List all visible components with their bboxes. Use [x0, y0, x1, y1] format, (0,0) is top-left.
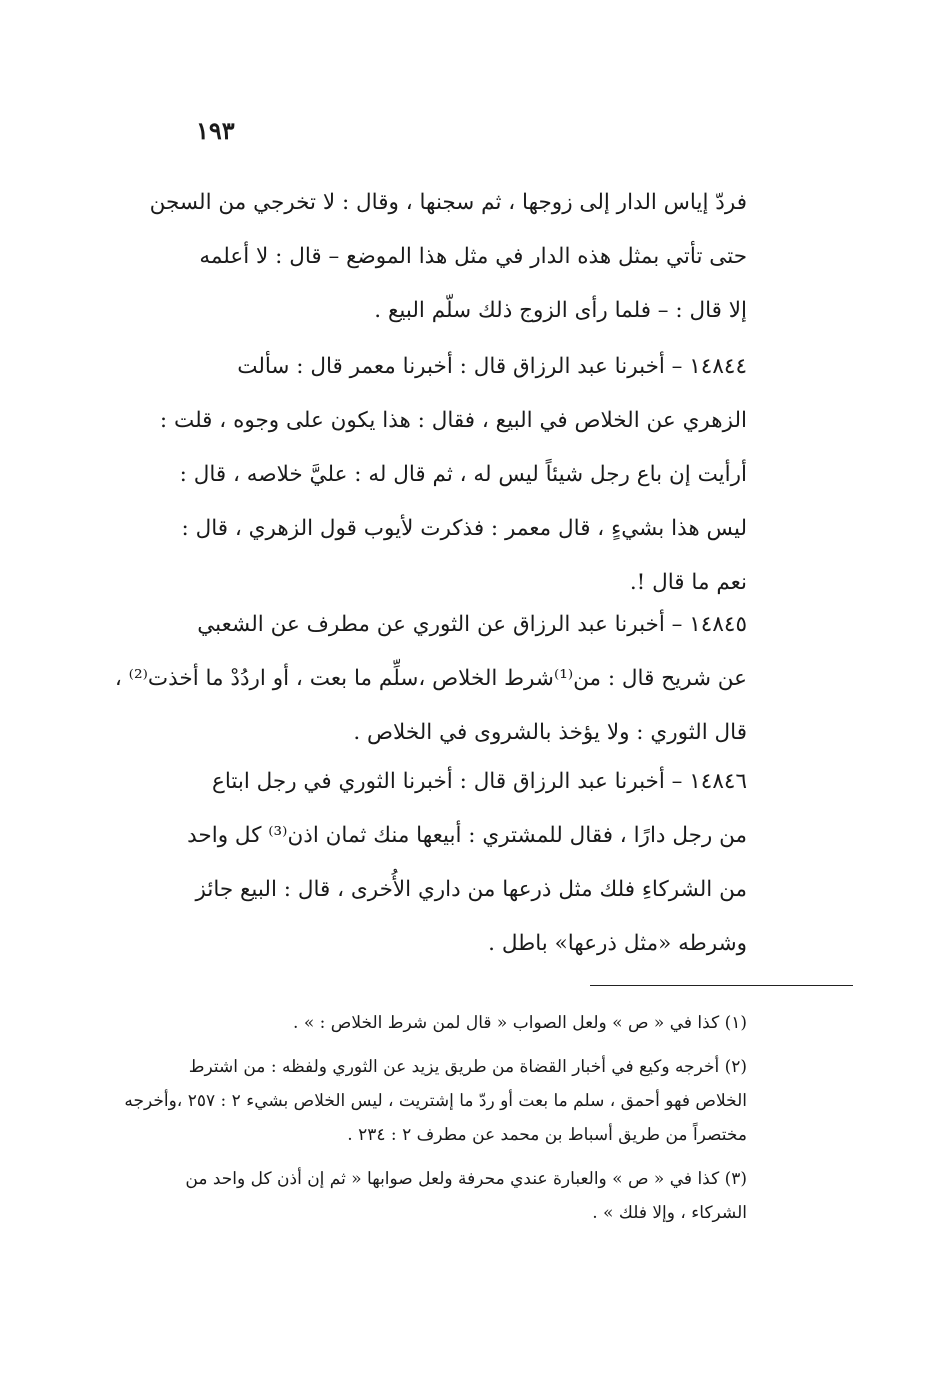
paragraph-14844 [159, 340, 747, 610]
footnote-line: الشركاء ، وإلا فلك » . [592, 1203, 747, 1223]
footnote-divider [590, 985, 853, 986]
footnote-line: (١) كذا في « ص » ولعل الصواب « قال لمن شرط الخلاص : » . [293, 1013, 747, 1033]
footnotes [124, 1006, 747, 1240]
footnote-line: مختصراً من طريق أسباط بن محمد عن مطرف ٢ : ٢٣٤ . [347, 1125, 747, 1145]
footnote-2 [124, 1050, 747, 1152]
text-line: الزهري عن الخلاص في البيع ، فقال : هذا يكون على وجوه ، قلت : [159, 408, 747, 433]
text-line: ١٤٨٤٤ – أخبرنا عبد الرزاق قال : أخبرنا معمر قال : سألت [237, 354, 747, 379]
text-line: من رجل دارًا ، فقال للمشتري : أبيعها منك ثمان اذن⁽³⁾ كل واحد [187, 823, 747, 848]
text-line: ١٤٨٤٦ – أخبرنا عبد الرزاق قال : أخبرنا الثوري في رجل ابتاع [211, 769, 747, 794]
footnote-line: (٣) كذا في « ص » والعبارة عندي محرفة ولعل صوابها « ثم إن أذن كل واحد من [185, 1169, 747, 1189]
text-line: ليس هذا بشيءٍ ، قال معمر : فذكرت لأيوب قول الزهري ، قال : [181, 516, 747, 541]
text-line: فردّ إياس الدار إلى زوجها ، ثم سجنها ، وقال : لا تخرجي من السجن [149, 190, 747, 215]
page-number: ١٩٣ [196, 116, 235, 145]
paragraph-14846 [187, 755, 747, 971]
text-line: وشرطه «مثل ذرعها» باطل . [488, 931, 747, 956]
text-line: إلا قال : – فلما رأى الزوج ذلك سلّم البيع . [374, 298, 747, 323]
text-line: نعم ما قال !. [629, 570, 747, 595]
footnote-line: الخلاص فهو أحمق ، سلم ما بعت أو ردّ ما إشتريت ، ليس الخلاص بشيء ٢ : ٢٥٧ ،وأخرجه [124, 1091, 747, 1111]
footnote-line: (٢) أخرجه وكيع في أخبار القضاة من طريق يزيد عن الثوري ولفظه : من اشترط [188, 1057, 747, 1077]
paragraph-14845 [114, 598, 747, 760]
footnote-1 [192, 1006, 747, 1040]
text-line: حتى تأتي بمثل هذه الدار في مثل هذا الموضع – قال : لا أعلمه [199, 244, 747, 269]
text-line: من الشركاءِ فلك مثل ذرعها من داري الأُخرى ، قال : البيع جائز [195, 877, 747, 902]
text-line: قال الثوري : ولا يؤخذ بالشروى في الخلاص . [353, 720, 747, 745]
text-line: ١٤٨٤٥ – أخبرنا عبد الرزاق عن الثوري عن مطرف عن الشعبي [197, 612, 747, 637]
footnote-3 [185, 1162, 747, 1230]
paragraph-continuation [149, 176, 747, 338]
text-line: أرأيت إن باع رجل شيئاً ليس له ، ثم قال له : عليَّ خلاصه ، قال : [179, 462, 747, 487]
text-line: عن شريح قال : من⁽¹⁾شرط الخلاص ،سلِّم ما بعت ، أو اردُدْ ما أخذت⁽²⁾ ، [114, 666, 747, 691]
